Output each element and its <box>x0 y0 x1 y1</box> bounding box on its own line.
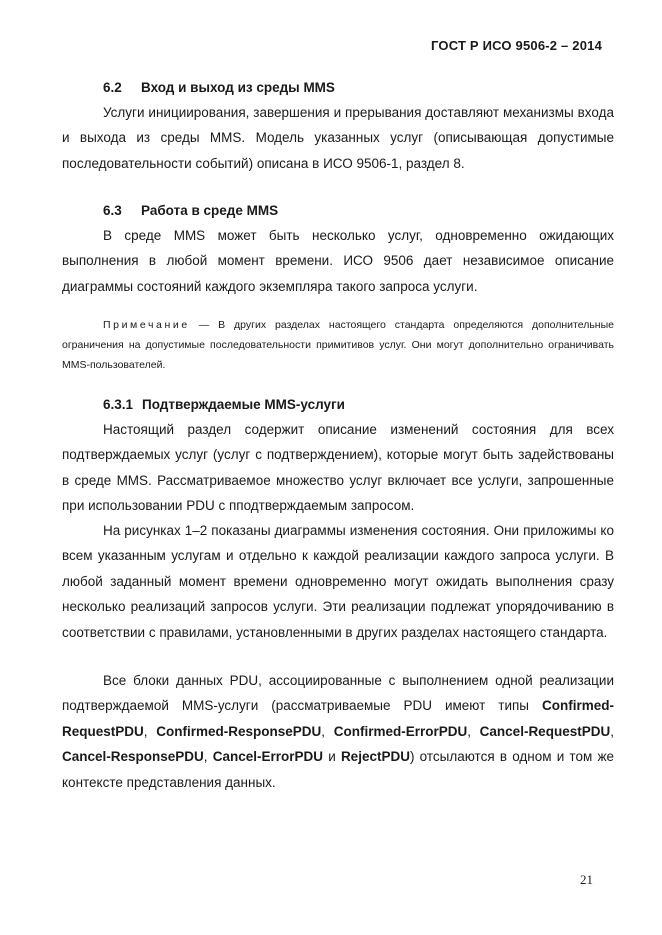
section-6-3-paragraph: В среде MMS может быть несколько услуг, одновременно ожидающих выполнения в любой момент времени. ИСО 9506 дает независимое описание диаграммы состояний каждого экземпляра такого запроса услуги. <box>62 228 614 294</box>
note-text: — В других разделах настоящего стандарта определяются дополнительные ограничения на допустимые последовательности примитивов услуг. Они могут дополнительно ограничивать MMS-пользователей. <box>62 319 614 371</box>
section-6-3-1-paragraph-2: На рисунках 1–2 показаны диаграммы изменения состояния. Они приложимы ко всем указанным услугам и отдельно к каждой реализации каждого запроса услуги. В любой заданный момент времени одновременно могут ожидать выполнения сразу несколько реализаций запросов услуги. Эти реализации подлежат упорядочиванию в соответствии с правилами, установленными в других разделах настоящего стандарта. <box>62 523 614 640</box>
paragraph-intro: Все блоки данных PDU, ассоциированные с выполнением одной реализации подтверждаемой MMS-услуги (рассматриваемые PDU имеют типы <box>62 673 614 714</box>
section-number: 6.3.1 <box>103 397 134 412</box>
section-6-2-heading <box>103 80 335 95</box>
document-header: ГОСТ Р ИСО 9506-2 – 2014 <box>431 38 602 53</box>
section-title: Работа в среде MMS <box>141 203 279 218</box>
pdu-type: Confirmed-ResponsePDU <box>156 723 322 739</box>
section-title: Подтверждаемые MMS-услуги <box>142 397 345 412</box>
pdu-type: Confirmed-ErrorPDU <box>333 723 468 739</box>
separator: , <box>610 723 614 739</box>
section-number: 6.3 <box>103 203 122 218</box>
section-6-2-paragraph: Услуги инициирования, завершения и прерывания доставляют механизмы входа и выхода из среды MMS. Модель указанных услуг (описывающая допустимые последовательности событий) описана в ИСО 9506-1, раздел 8. <box>62 105 614 171</box>
pdu-type: Cancel-RequestPDU <box>479 723 611 739</box>
separator: , <box>321 723 334 739</box>
pdu-type: Cancel-ErrorPDU <box>212 749 324 765</box>
section-6-3-1-paragraph-3 <box>62 668 614 795</box>
separator: , <box>467 723 480 739</box>
section-6-3-1-heading <box>103 397 345 412</box>
section-6-3-heading <box>103 203 278 218</box>
page-number: 21 <box>580 872 593 887</box>
section-number: 6.2 <box>103 80 122 95</box>
section-6-3-1-paragraph-1: Настоящий раздел содержит описание изменений состояния для всех подтверждаемых услуг (услуг с подтверждением), которые могут быть задействованы в среде MMS. Рассматриваемое множество услуг включает все услуги, запрошенные при использовании PDU с пподтверждаемым запросом. <box>62 422 614 514</box>
pdu-type: Confirmed-RequestPDU <box>62 698 614 739</box>
pdu-type: RejectPDU <box>340 749 410 765</box>
pdu-type: Cancel-ResponsePDU <box>62 749 204 765</box>
section-title: Вход и выход из среды MMS <box>141 80 335 95</box>
paragraph-outro: ) отсылаются в одном и том же контексте представления данных. <box>62 749 614 790</box>
note-label: Примечание <box>103 319 190 331</box>
note-block <box>62 315 614 375</box>
separator: , <box>203 749 213 765</box>
separator: и <box>323 749 341 765</box>
separator: , <box>143 723 157 739</box>
